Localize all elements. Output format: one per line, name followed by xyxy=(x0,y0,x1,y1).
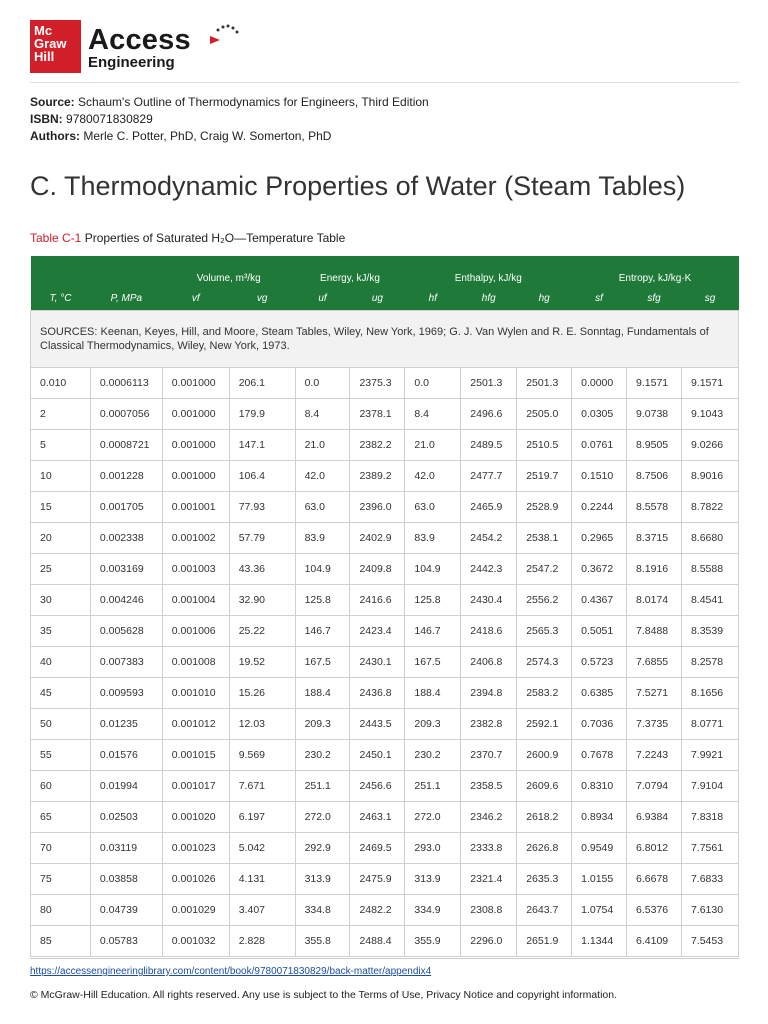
table-cell: 334.8 xyxy=(295,895,350,926)
table-cell: 77.93 xyxy=(229,492,295,523)
table-row xyxy=(31,740,739,771)
table-cell: 6.9384 xyxy=(627,802,682,833)
mcgraw-hill-logo[interactable] xyxy=(30,20,81,73)
table-cell: 0.001228 xyxy=(90,461,162,492)
column-header: hfg xyxy=(461,286,517,311)
table-cell: 292.9 xyxy=(295,833,350,864)
logo-line-2: Graw xyxy=(34,36,67,51)
table-cell: 8.0174 xyxy=(627,585,682,616)
table-row xyxy=(31,678,739,709)
table-cell: 21.0 xyxy=(295,430,350,461)
table-cell: 0.03858 xyxy=(90,864,162,895)
table-cell: 32.90 xyxy=(229,585,295,616)
page-title: C. Thermodynamic Properties of Water (Steam Tables) xyxy=(30,171,686,201)
table-cell: 2450.1 xyxy=(350,740,405,771)
table-cell: 35 xyxy=(31,616,91,647)
book-meta xyxy=(30,94,429,145)
table-cell: 0.0761 xyxy=(572,430,627,461)
table-cell: 8.5588 xyxy=(681,554,738,585)
table-cell: 251.1 xyxy=(405,771,461,802)
column-header: vf xyxy=(162,286,229,311)
table-cell: 2423.4 xyxy=(350,616,405,647)
table-cell: 0.0006113 xyxy=(90,368,162,399)
column-header: sf xyxy=(572,286,627,311)
table-cell: 80 xyxy=(31,895,91,926)
table-cell: 0.0000 xyxy=(572,368,627,399)
table-row xyxy=(31,585,739,616)
table-cell: 0.01235 xyxy=(90,709,162,740)
table-cell: 167.5 xyxy=(295,647,350,678)
table-cell: 2378.1 xyxy=(350,399,405,430)
table-cell: 106.4 xyxy=(229,461,295,492)
table-cell: 2528.9 xyxy=(517,492,572,523)
table-cell: 2463.1 xyxy=(350,802,405,833)
table-cell: 0.001020 xyxy=(162,802,229,833)
table-cell: 7.5453 xyxy=(681,926,738,957)
table-cell: 2394.8 xyxy=(461,678,517,709)
table-cell: 2469.5 xyxy=(350,833,405,864)
table-cell: 0.003169 xyxy=(90,554,162,585)
table-cell: 20 xyxy=(31,523,91,554)
table-cell: 0.05783 xyxy=(90,926,162,957)
table-cell: 0.7678 xyxy=(572,740,627,771)
table-cell: 0.001017 xyxy=(162,771,229,802)
table-cell: 7.6833 xyxy=(681,864,738,895)
table-cell: 8.7822 xyxy=(681,492,738,523)
table-cell: 0.0 xyxy=(405,368,461,399)
table-cell: 0.009593 xyxy=(90,678,162,709)
table-cell: 8.5578 xyxy=(627,492,682,523)
table-cell: 2436.8 xyxy=(350,678,405,709)
table-cell: 0.001029 xyxy=(162,895,229,926)
table-cell: 9.1571 xyxy=(627,368,682,399)
table-cell: 75 xyxy=(31,864,91,895)
table-cell: 179.9 xyxy=(229,399,295,430)
table-cell: 0.001000 xyxy=(162,430,229,461)
table-cell: 272.0 xyxy=(405,802,461,833)
table-cell: 2609.6 xyxy=(517,771,572,802)
table-row xyxy=(31,709,739,740)
table-cell: 0.6385 xyxy=(572,678,627,709)
table-label: Table C-1 xyxy=(30,231,82,245)
table-cell: 230.2 xyxy=(405,740,461,771)
header-energy: Energy, kJ/kg xyxy=(295,256,405,286)
column-header: hg xyxy=(517,286,572,311)
table-cell: 8.1916 xyxy=(627,554,682,585)
table-cell: 2651.9 xyxy=(517,926,572,957)
table-cell: 9.1571 xyxy=(681,368,738,399)
table-cell: 2333.8 xyxy=(461,833,517,864)
table-cell: 0.9549 xyxy=(572,833,627,864)
table-cell: 9.1043 xyxy=(681,399,738,430)
table-cell: 209.3 xyxy=(295,709,350,740)
table-cell: 83.9 xyxy=(405,523,461,554)
table-cell: 2574.3 xyxy=(517,647,572,678)
table-cell: 60 xyxy=(31,771,91,802)
table-cell: 0.001026 xyxy=(162,864,229,895)
table-cell: 0.01576 xyxy=(90,740,162,771)
table-cell: 7.2243 xyxy=(627,740,682,771)
table-cell: 0.0007056 xyxy=(90,399,162,430)
table-cell: 0.2965 xyxy=(572,523,627,554)
table-caption-text: Properties of Saturated H₂O—Temperature Table xyxy=(81,231,346,245)
table-cell: 0.1510 xyxy=(572,461,627,492)
table-cell: 251.1 xyxy=(295,771,350,802)
table-cell: 0.5723 xyxy=(572,647,627,678)
table-row xyxy=(31,833,739,864)
table-cell: 147.1 xyxy=(229,430,295,461)
table-cell: 0.5051 xyxy=(572,616,627,647)
isbn-label: ISBN: xyxy=(30,112,63,126)
table-cell: 50 xyxy=(31,709,91,740)
table-row xyxy=(31,523,739,554)
table-cell: 2.828 xyxy=(229,926,295,957)
source-value: Schaum's Outline of Thermodynamics for Engineers, Third Edition xyxy=(78,95,429,109)
table-cell: 0.3672 xyxy=(572,554,627,585)
table-cell: 2505.0 xyxy=(517,399,572,430)
table-row xyxy=(31,647,739,678)
steam-table xyxy=(30,256,739,957)
table-cell: 2416.6 xyxy=(350,585,405,616)
table-cell: 230.2 xyxy=(295,740,350,771)
table-cell: 0.001003 xyxy=(162,554,229,585)
table-cell: 1.0155 xyxy=(572,864,627,895)
table-cell: 10 xyxy=(31,461,91,492)
column-header: P, MPa xyxy=(90,286,162,311)
table-cell: 2430.1 xyxy=(350,647,405,678)
table-cell: 2618.2 xyxy=(517,802,572,833)
logo-line-1: Mc xyxy=(34,23,53,38)
column-header: uf xyxy=(295,286,350,311)
table-row xyxy=(31,430,739,461)
table-cell: 2489.5 xyxy=(461,430,517,461)
table-cell: 15 xyxy=(31,492,91,523)
table-cell: 0.005628 xyxy=(90,616,162,647)
table-cell: 355.9 xyxy=(405,926,461,957)
table-cell: 63.0 xyxy=(405,492,461,523)
table-cell: 7.3735 xyxy=(627,709,682,740)
table-cell: 0.001001 xyxy=(162,492,229,523)
table-cell: 125.8 xyxy=(295,585,350,616)
table-cell: 2382.8 xyxy=(461,709,517,740)
table-row xyxy=(31,399,739,430)
table-cell: 0.001705 xyxy=(90,492,162,523)
header-entropy: Entropy, kJ/kg·K xyxy=(572,256,739,286)
table-cell: 8.9016 xyxy=(681,461,738,492)
isbn-value: 9780071830829 xyxy=(66,112,153,126)
table-cell: 8.1656 xyxy=(681,678,738,709)
table-cell: 5 xyxy=(31,430,91,461)
table-cell: 2443.5 xyxy=(350,709,405,740)
table-cell: 146.7 xyxy=(295,616,350,647)
table-cell: 2626.8 xyxy=(517,833,572,864)
table-cell: 2382.2 xyxy=(350,430,405,461)
header-enthalpy: Enthalpy, kJ/kg xyxy=(405,256,572,286)
table-cell: 2389.2 xyxy=(350,461,405,492)
table-cell: 0.001012 xyxy=(162,709,229,740)
access-arrow-icon xyxy=(206,22,242,58)
engineering-label: Engineering xyxy=(88,54,175,71)
table-cell: 2556.2 xyxy=(517,585,572,616)
table-cell: 0.001032 xyxy=(162,926,229,957)
table-cell: 2296.0 xyxy=(461,926,517,957)
table-cell: 2643.7 xyxy=(517,895,572,926)
table-cell: 2538.1 xyxy=(517,523,572,554)
table-cell: 6.197 xyxy=(229,802,295,833)
table-cell: 4.131 xyxy=(229,864,295,895)
table-cell: 2430.4 xyxy=(461,585,517,616)
table-cell: 8.3715 xyxy=(627,523,682,554)
table-cell: 2396.0 xyxy=(350,492,405,523)
table-cell: 6.4109 xyxy=(627,926,682,957)
table-cell: 2409.8 xyxy=(350,554,405,585)
table-cell: 188.4 xyxy=(405,678,461,709)
table-cell: 293.0 xyxy=(405,833,461,864)
table-cell: 0.001000 xyxy=(162,461,229,492)
source-url-link[interactable]: https://accessengineeringlibrary.com/content/book/9780071830829/back-matter/appendix4 xyxy=(30,966,432,977)
table-cell: 0.03119 xyxy=(90,833,162,864)
header-volume: Volume, m³/kg xyxy=(162,256,295,286)
table-cell: 2488.4 xyxy=(350,926,405,957)
table-cell: 2477.7 xyxy=(461,461,517,492)
table-cell: 2583.2 xyxy=(517,678,572,709)
table-cell: 2600.9 xyxy=(517,740,572,771)
access-brand[interactable]: Access xyxy=(88,24,191,56)
table-cell: 0.001000 xyxy=(162,368,229,399)
table-cell: 0.0008721 xyxy=(90,430,162,461)
table-cell: 0.8934 xyxy=(572,802,627,833)
table-row xyxy=(31,926,739,957)
table-cell: 43.36 xyxy=(229,554,295,585)
table-cell: 7.8318 xyxy=(681,802,738,833)
table-cell: 209.3 xyxy=(405,709,461,740)
table-cell: 2418.6 xyxy=(461,616,517,647)
table-cell: 0.001008 xyxy=(162,647,229,678)
table-cell: 25 xyxy=(31,554,91,585)
table-cell: 40 xyxy=(31,647,91,678)
table-cell: 9.569 xyxy=(229,740,295,771)
table-cell: 1.0754 xyxy=(572,895,627,926)
table-cell: 2402.9 xyxy=(350,523,405,554)
table-cell: 0.002338 xyxy=(90,523,162,554)
table-cell: 2501.3 xyxy=(461,368,517,399)
table-row xyxy=(31,492,739,523)
table-cell: 0.02503 xyxy=(90,802,162,833)
table-cell: 8.4 xyxy=(295,399,350,430)
table-cell: 2308.8 xyxy=(461,895,517,926)
table-cell: 355.8 xyxy=(295,926,350,957)
table-cell: 2635.3 xyxy=(517,864,572,895)
table-cell: 0.001004 xyxy=(162,585,229,616)
table-cell: 0.04739 xyxy=(90,895,162,926)
table-cell: 6.5376 xyxy=(627,895,682,926)
header-blank xyxy=(90,256,162,286)
table-cell: 0.0305 xyxy=(572,399,627,430)
table-row xyxy=(31,461,739,492)
column-header: sg xyxy=(681,286,738,311)
table-cell: 42.0 xyxy=(405,461,461,492)
column-header: ug xyxy=(350,286,405,311)
table-cell: 8.6680 xyxy=(681,523,738,554)
table-cell: 2501.3 xyxy=(517,368,572,399)
table-cell: 0.001002 xyxy=(162,523,229,554)
table-cell: 6.6678 xyxy=(627,864,682,895)
logo-line-3: Hill xyxy=(34,49,55,64)
table-cell: 2456.6 xyxy=(350,771,405,802)
table-cell: 0.01994 xyxy=(90,771,162,802)
table-cell: 2482.2 xyxy=(350,895,405,926)
table-cell: 7.0794 xyxy=(627,771,682,802)
source-label: Source: xyxy=(30,95,75,109)
table-cell: 2519.7 xyxy=(517,461,572,492)
table-cell: 0.001015 xyxy=(162,740,229,771)
table-sources: SOURCES: Keenan, Keyes, Hill, and Moore, Steam Tables, Wiley, New York, 1969; G. J. Van Wylen and R. E. Sonntag, Fundamentals of Classical Thermodynamics, Wiley, New York, 1973. xyxy=(31,311,739,368)
table-cell: 7.6130 xyxy=(681,895,738,926)
table-cell: 42.0 xyxy=(295,461,350,492)
table-cell: 6.8012 xyxy=(627,833,682,864)
table-cell: 2346.2 xyxy=(461,802,517,833)
table-cell: 65 xyxy=(31,802,91,833)
table-cell: 0.0 xyxy=(295,368,350,399)
table-cell: 8.9505 xyxy=(627,430,682,461)
table-cell: 83.9 xyxy=(295,523,350,554)
table-cell: 0.7036 xyxy=(572,709,627,740)
table-cell: 2565.3 xyxy=(517,616,572,647)
table-row xyxy=(31,554,739,585)
table-cell: 334.9 xyxy=(405,895,461,926)
table-cell: 7.8488 xyxy=(627,616,682,647)
table-cell: 7.6855 xyxy=(627,647,682,678)
table-cell: 70 xyxy=(31,833,91,864)
column-header: sfg xyxy=(627,286,682,311)
table-cell: 7.5271 xyxy=(627,678,682,709)
table-cell: 15.26 xyxy=(229,678,295,709)
column-header: vg xyxy=(229,286,295,311)
table-cell: 0.010 xyxy=(31,368,91,399)
table-cell: 7.9921 xyxy=(681,740,738,771)
table-cell: 272.0 xyxy=(295,802,350,833)
column-header: T, °C xyxy=(31,286,91,311)
table-cell: 8.7506 xyxy=(627,461,682,492)
table-cell: 7.9104 xyxy=(681,771,738,802)
table-cell: 2475.9 xyxy=(350,864,405,895)
table-caption xyxy=(30,231,345,245)
table-cell: 125.8 xyxy=(405,585,461,616)
table-cell: 45 xyxy=(31,678,91,709)
table-cell: 2465.9 xyxy=(461,492,517,523)
table-cell: 0.007383 xyxy=(90,647,162,678)
table-cell: 1.1344 xyxy=(572,926,627,957)
table-cell: 5.042 xyxy=(229,833,295,864)
table-cell: 2510.5 xyxy=(517,430,572,461)
table-cell: 85 xyxy=(31,926,91,957)
table-cell: 8.4 xyxy=(405,399,461,430)
table-cell: 0.001023 xyxy=(162,833,229,864)
table-cell: 0.001006 xyxy=(162,616,229,647)
table-row xyxy=(31,895,739,926)
table-cell: 9.0738 xyxy=(627,399,682,430)
table-cell: 2 xyxy=(31,399,91,430)
table-cell: 8.2578 xyxy=(681,647,738,678)
authors-value: Merle C. Potter, PhD, Craig W. Somerton, PhD xyxy=(83,129,332,143)
table-cell: 146.7 xyxy=(405,616,461,647)
table-cell: 25.22 xyxy=(229,616,295,647)
table-cell: 313.9 xyxy=(295,864,350,895)
table-cell: 55 xyxy=(31,740,91,771)
header-blank xyxy=(31,256,91,286)
table-cell: 0.4367 xyxy=(572,585,627,616)
table-cell: 8.4541 xyxy=(681,585,738,616)
table-cell: 2547.2 xyxy=(517,554,572,585)
table-cell: 3.407 xyxy=(229,895,295,926)
authors-label: Authors: xyxy=(30,129,80,143)
table-cell: 2321.4 xyxy=(461,864,517,895)
column-header: hf xyxy=(405,286,461,311)
table-cell: 104.9 xyxy=(295,554,350,585)
table-cell: 19.52 xyxy=(229,647,295,678)
table-cell: 8.0771 xyxy=(681,709,738,740)
table-row xyxy=(31,864,739,895)
table-cell: 2370.7 xyxy=(461,740,517,771)
table-cell: 2406.8 xyxy=(461,647,517,678)
table-cell: 0.8310 xyxy=(572,771,627,802)
table-cell: 167.5 xyxy=(405,647,461,678)
site-header xyxy=(30,14,740,83)
table-cell: 9.0266 xyxy=(681,430,738,461)
table-cell: 206.1 xyxy=(229,368,295,399)
table-cell: 30 xyxy=(31,585,91,616)
table-cell: 57.79 xyxy=(229,523,295,554)
table-cell: 8.3539 xyxy=(681,616,738,647)
table-cell: 313.9 xyxy=(405,864,461,895)
table-cell: 104.9 xyxy=(405,554,461,585)
table-cell: 2358.5 xyxy=(461,771,517,802)
footer-divider xyxy=(30,958,739,959)
table-row xyxy=(31,802,739,833)
table-cell: 21.0 xyxy=(405,430,461,461)
copyright-text: © McGraw-Hill Education. All rights reserved. Any use is subject to the Terms of Use, Privacy Notice and copyright information. xyxy=(30,989,618,1001)
table-row xyxy=(31,616,739,647)
table-cell: 0.004246 xyxy=(90,585,162,616)
table-cell: 12.03 xyxy=(229,709,295,740)
table-row xyxy=(31,368,739,399)
table-cell: 2454.2 xyxy=(461,523,517,554)
table-cell: 0.001000 xyxy=(162,399,229,430)
table-cell: 188.4 xyxy=(295,678,350,709)
table-row xyxy=(31,771,739,802)
table-cell: 7.7561 xyxy=(681,833,738,864)
table-cell: 2496.6 xyxy=(461,399,517,430)
table-cell: 0.2244 xyxy=(572,492,627,523)
table-cell: 2442.3 xyxy=(461,554,517,585)
table-cell: 7.671 xyxy=(229,771,295,802)
table-cell: 2375.3 xyxy=(350,368,405,399)
table-cell: 63.0 xyxy=(295,492,350,523)
table-cell: 0.001010 xyxy=(162,678,229,709)
table-cell: 2592.1 xyxy=(517,709,572,740)
